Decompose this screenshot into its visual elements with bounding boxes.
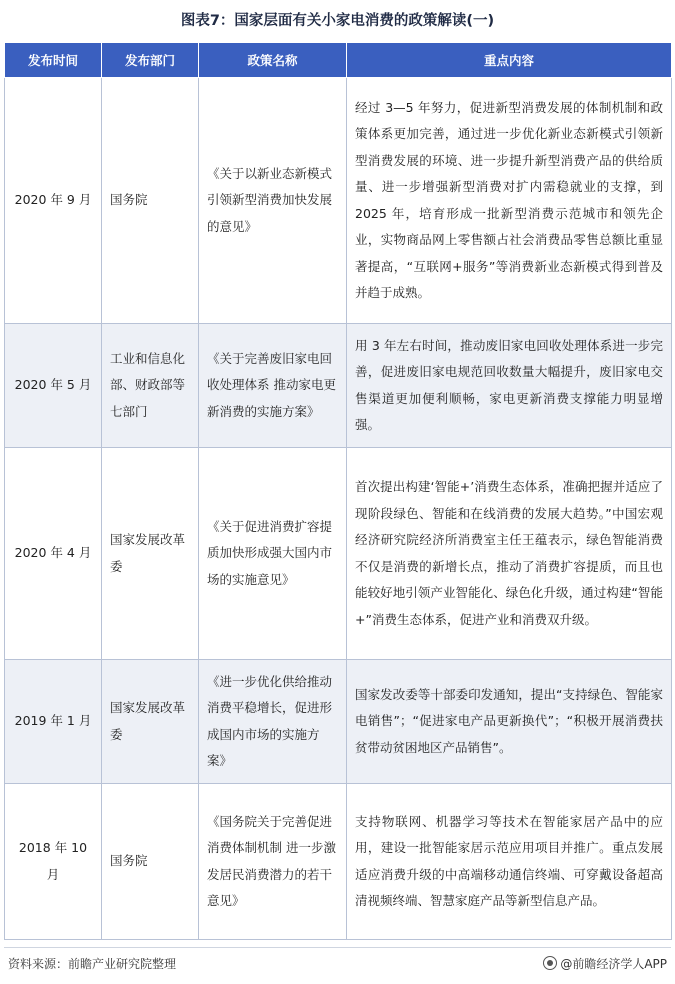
cell-date: 2018 年 10 月 bbox=[5, 784, 102, 940]
cell-key-content: 首次提出构建‘智能+’消费生态体系，准确把握并适应了现阶段绿色、智能和在线消费的发展大趋势。”中国宏观经济研究院经济所消费室主任王蕴表示，绿色智能消费不仅是消费的新增长点，推动了消费扩容提质，而且也能较好地引领产业智能化、绿色化升级，通过构建“智能+”消费生态体系，促进产业和消费双升级。 bbox=[347, 448, 672, 660]
source-note: 资料来源：前瞻产业研究院整理 bbox=[8, 957, 177, 971]
cell-date: 2019 年 1 月 bbox=[5, 660, 102, 784]
cell-policy-name: 《关于以新业态新模式引领新型消费加快发展的意见》 bbox=[199, 78, 347, 324]
header-date: 发布时间 bbox=[5, 43, 102, 78]
cell-department: 国务院 bbox=[102, 78, 199, 324]
brand-logo-icon bbox=[543, 956, 557, 970]
cell-date: 2020 年 5 月 bbox=[5, 324, 102, 448]
cell-date: 2020 年 4 月 bbox=[5, 448, 102, 660]
cell-key-content: 用 3 年左右时间，推动废旧家电回收处理体系进一步完善，促进废旧家电规范回收数量大幅提升，废旧家电交售渠道更加便利顺畅，家电更新消费支撑能力明显增强。 bbox=[347, 324, 672, 448]
cell-key-content: 支持物联网、机器学习等技术在智能家居产品中的应用，建设一批智能家居示范应用项目并推广。重点发展适应消费升级的中高端移动通信终端、可穿戴设备超高清视频终端、智慧家庭产品等新型信息产品。 bbox=[347, 784, 672, 940]
policy-table bbox=[4, 42, 672, 940]
table-row bbox=[5, 784, 672, 940]
table-row bbox=[5, 660, 672, 784]
cell-department: 国务院 bbox=[102, 784, 199, 940]
cell-key-content: 国家发改委等十部委印发通知，提出“支持绿色、智能家电销售”；“促进家电产品更新换代”；“积极开展消费扶贫带动贫困地区产品销售”。 bbox=[347, 660, 672, 784]
cell-policy-name: 《国务院关于完善促进消费体制机制 进一步激发居民消费潜力的若干意见》 bbox=[199, 784, 347, 940]
header-key-content: 重点内容 bbox=[347, 43, 672, 78]
cell-policy-name: 《关于完善废旧家电回收处理体系 推动家电更新消费的实施方案》 bbox=[199, 324, 347, 448]
cell-department: 国家发展改革委 bbox=[102, 660, 199, 784]
cell-policy-name: 《进一步优化供给推动消费平稳增长，促进形成国内市场的实施方案》 bbox=[199, 660, 347, 784]
cell-policy-name: 《关于促进消费扩容提质加快形成强大国内市场的实施意见》 bbox=[199, 448, 347, 660]
footer bbox=[4, 953, 671, 975]
cell-date: 2020 年 9 月 bbox=[5, 78, 102, 324]
chart-title: 图表7：国家层面有关小家电消费的政策解读(一) bbox=[180, 13, 495, 29]
brand-text: @前瞻经济学人APP bbox=[560, 957, 667, 971]
table-row bbox=[5, 324, 672, 448]
cell-department: 工业和信息化部、财政部等七部门 bbox=[102, 324, 199, 448]
table-row bbox=[5, 448, 672, 660]
footer-divider bbox=[4, 947, 671, 948]
table-header-row bbox=[5, 43, 672, 78]
cell-key-content: 经过 3—5 年努力，促进新型消费发展的体制机制和政策体系更加完善，通过进一步优化新业态新模式引领新型消费发展的环境、进一步提升新型消费产品的供给质量、进一步增强新型消费对扩内需稳就业的支撑，到 2025 年，培育形成一批新型消费示范城市和领先企业，实物商品网上零售额占社会消费品零售总额比重显著提高，“互联网+服务”等消费新业态新模式得到普及并趋于成熟。 bbox=[347, 78, 672, 324]
brand-credit bbox=[543, 953, 667, 975]
header-policy-name: 政策名称 bbox=[199, 43, 347, 78]
cell-department: 国家发展改革委 bbox=[102, 448, 199, 660]
header-department: 发布部门 bbox=[102, 43, 199, 78]
table-row bbox=[5, 78, 672, 324]
